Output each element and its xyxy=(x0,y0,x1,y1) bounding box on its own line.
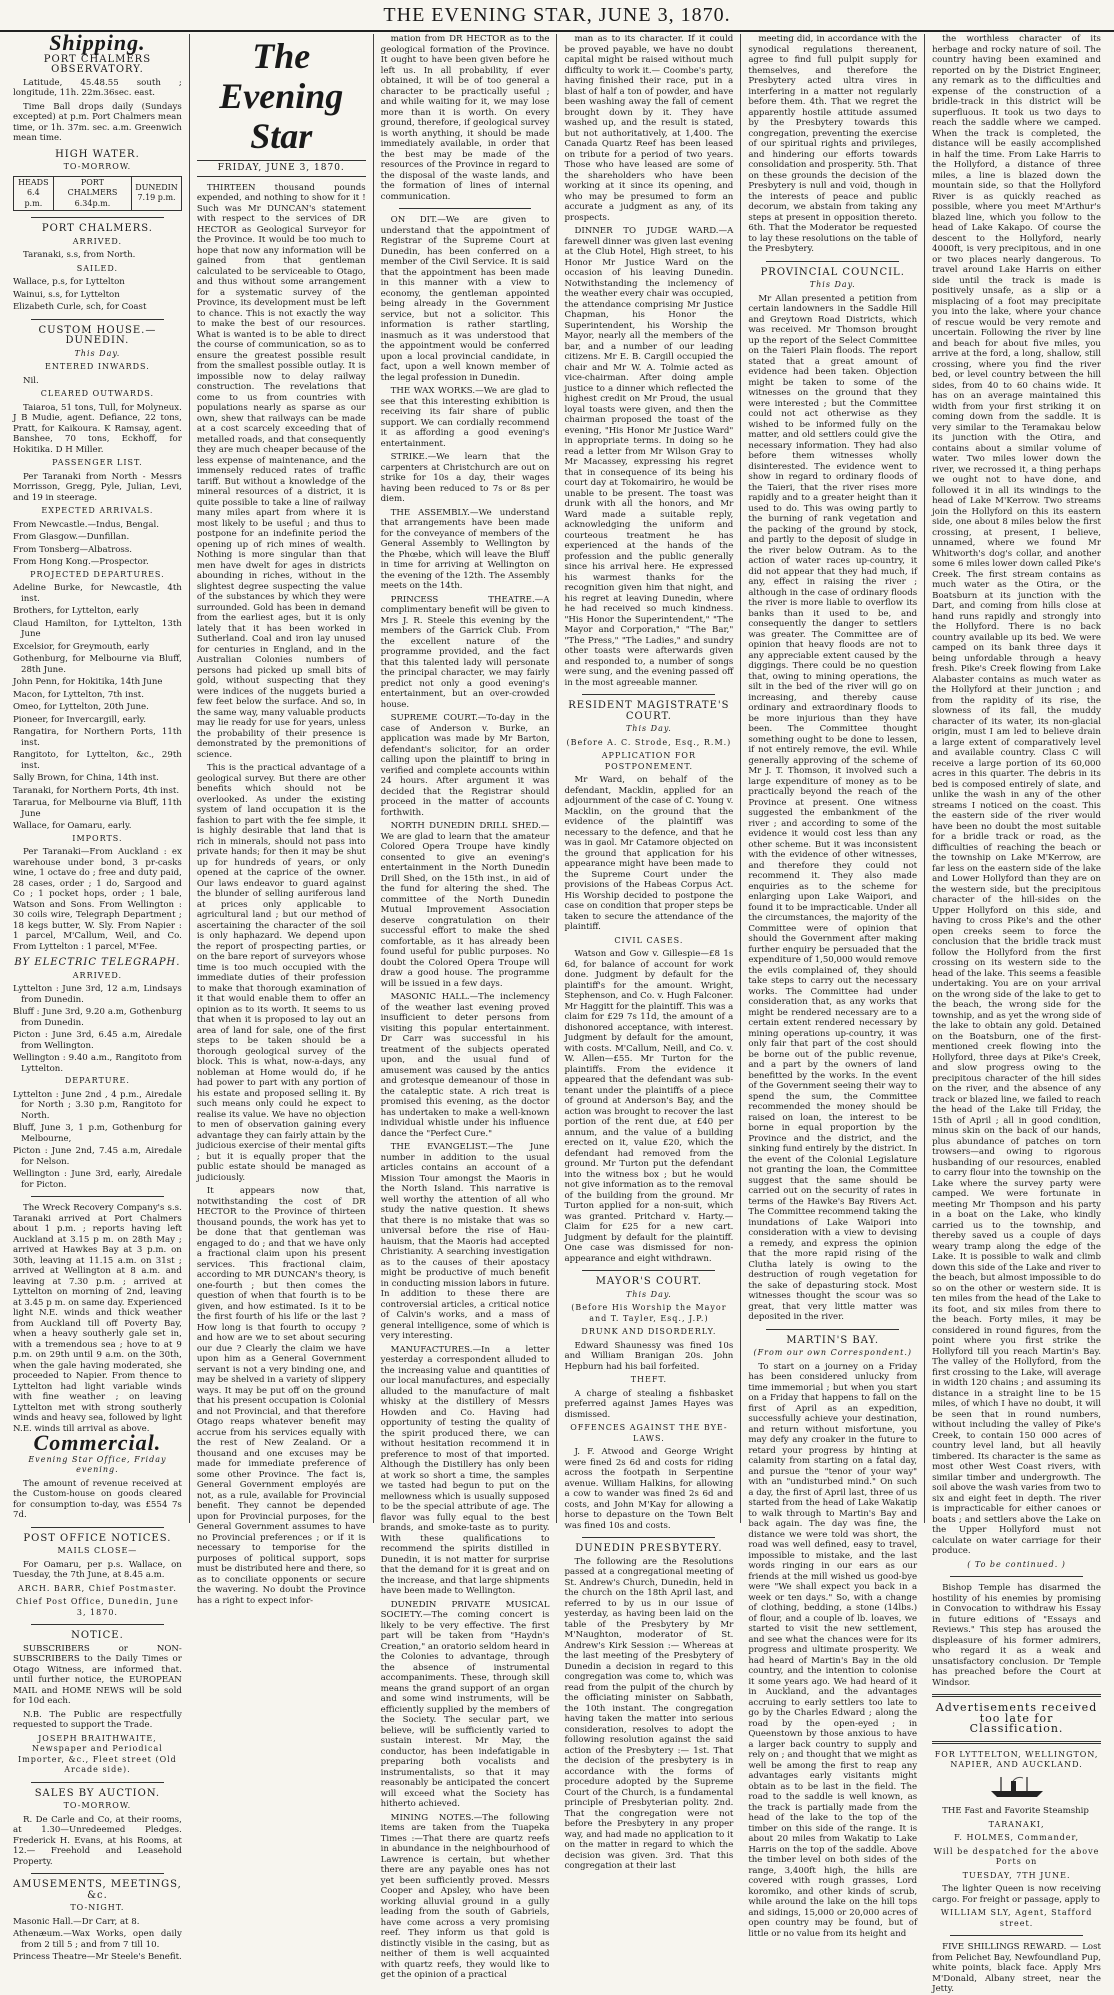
theft-label: THEFT. xyxy=(630,1375,668,1384)
council-text: Mr Allan presented a petition from certain landowners in the Saddle Hill and Greytown Road Districts, which was received. Mr Thomson brought up the report of the Select Committee on the Taieri Plain floods. The report stated that a great amount of evidence had been taken. Objection might be taken to some of the witnesses on the ground that they were interested ; but the Committee could not act otherwise as they wished to be informed fully on the matter, and old settlers could give the necessary information. They had also before them witnesses wholly disinterested. The evidence went to show in regard to ordinary floods of the Taieri, that the river rises more rapidly and to a greater height than it used to do. This was owing partly to the burning of rank vegetation and the packing of the ground by stock, and partly to the deposit of sludge in the river below Outram. As to the action of water races up-country, it did not appear that they had much, if any, effect in raising the river ; although in the case of ordinary floods the river is more liable to overflow its banks than it used to be, and consequently the danger to settlers was greater. The Committee are of opinion that heavy floods are not to any appreciable extent caused by the diggings. There could be no question that, owing to mining operations, the silt in the bed of the river will go on increasing, and thereby cause ordinary and extraordinary floods to be more injurious than they have been. The Committee thought something ought to be done to lessen, if not entirely remove, the evil. While generally approving of the scheme of Mr J. T. Thomson, it involved such a large expenditure of money as to be practically beyond the reach of the Province at present. One witness suggested the embankment of the river ; and according to some of the evidence it would cost less than any other scheme. But it was inconsistent with the evidence of other witnesses, and therefore they could not recommend it. They also made enquiries as to the scheme for enlarging upon Lake Waipori, and found it to be impracticable. Under all the circumstances, the majority of the Committee were of opinion that should the Government after making further enquiry be persuaded that the expenditure of 1,50,000 would remove the evils complained of, they should take steps to carry out the necessary works. The Committee had under consideration that, as any works that might be rendered necessary are to a certain extent rendered necessary by mining operations up-country, it was only fair that part of the cost should be borne out of the public revenue, and a part by the owners of land benefitted by the works. In the event of the Government seeing their way to spend the sum, the Committee recommended the money should be raised on loan, the interest to be borne in equal proportion by the Province and the district, and the sinking fund entirely by the district. In the event of the Colonial Legislature not granting the loan, the Committee suggest that the same should be carried out on the security of rates in terms of the Hawke's Bay Rivers Act. The Committee recommend taking the inundations of Lake Waipori into consideration with a view to devising a remedy, and express the opinion that the more rapid rising of the Clutha lately is owing to the destruction of rough vegetation for the sake of depasturing stock. Most witnesses thought the scour was so great, that very little matter was deposited in the river. xyxy=(748,293,918,1322)
observatory-title: PORT CHALMERS OBSERVATORY. xyxy=(43,53,152,75)
column-6 xyxy=(925,34,1108,1994)
news-item-waxworks: THE WAX WORKS.—We are glad to see that this interesting exhibition is receiving its fair share of public support. We can cordially recommend it as affording a good evening's entertainment. xyxy=(380,386,550,449)
news-item-manufactures: MANUFACTURES.—In a letter yesterday a correspondent alluded to the increasing value and quantities of our local manufactures, and especially alluded to the manufacture of malt whisky at the distillery of Messrs Howden and Co. Having had opportunity of testing the quality of the spirit produced there, we can without hesitation recommend it in preference to most of that imported. Although the Distillery has only been at work so short a time, the samples we tasted had begun to put on the mellowness which is usually supposed to be the special attribute of age. The flavor was fully equal to the best brands, and smoke-taste as to purity. With these qualifications to recommend the spirits distilled in Dunedin, it is not matter for surprise that the demand for it is great and on the increase, and that large shipments have been made to Wellington. xyxy=(380,1344,550,1596)
notice-sign: JOSEPH BRAITHWAITE, Newspaper and Periodical Importer, &c., Fleet street (Old Arcade side). xyxy=(18,1733,177,1774)
projected-line: Macon, for Lyttelton, 7th inst. xyxy=(13,689,144,700)
imports-label: IMPORTS. xyxy=(72,833,123,843)
temple-text: Bishop Temple has disarmed the hostility of his enemies by promising in Convocation to withdraw his Essay in future editions of "Essays and Reviews." This step has aroused the displeasure of his former admirers, who regard it as a weak and unsatisfactory conclusion. Dr Temple has preached before the Court at Windsor. xyxy=(932,1583,1101,1688)
telegraph-arrived-label: ARRIVED. xyxy=(72,970,123,980)
projected-line: Rangatira, for Northern Ports, 11th inst. xyxy=(13,727,182,748)
drunk-label: DRUNK AND DISORDERLY. xyxy=(581,1327,717,1336)
amusements-line: Princess Theatre—Mr Steele's Benefit. xyxy=(13,1952,182,1962)
ads-heading: Advertisements received too late for Classification. xyxy=(935,1701,1098,1735)
ship-date: TUESDAY, 7TH JUNE. xyxy=(962,1870,1071,1880)
sailed-label: SAILED. xyxy=(76,263,119,273)
projected-label: PROJECTED DEPARTURES. xyxy=(30,569,165,579)
post-title: POST OFFICE NOTICES. xyxy=(23,1532,172,1544)
divider xyxy=(31,217,164,218)
notice-text: SUBSCRIBERS or NON-SUBSCRIBERS to the Daily Times or Otago Witness, are informed that. until further notice, the EUROPEAN MAIL and HOME NEWS will be sold for 10d each. xyxy=(13,1643,182,1706)
telegraph-arrived-line: Wellington : 9.40 a.m., Rangitoto from Lyttelton. xyxy=(13,1053,182,1074)
martins-cont: the worthless character of its herbage and rocky nature of soil. The country having been examined and reported on by the District Engineer, any remark as to the difficulties and expense of the construction of a bridle-track in this district will be superfluous. It took us two days to reach the saddle where we camped. When the track is completed, the distance will be easily accomplished in half the time. From Lake Harris to the Hollyford, a distance of three miles, a line is blazed down the mountain side, so that the Hollyford River is as quickly reached as possible, where you meet M'Arthur's blazed line, which you follow to the head of Lake Kakapo. Of course the descent to the Hollyford, nearly 4000ft, is very precipitous, and in one or two places nearly dangerous. To travel around Lake Harris on either side until the track is made is positively unsafe, as a slip or a misplacing of a foot may precipitate you into the lake, where your chance of rescue would be very remote and uncertain. Following the river by line and beach for about five miles, you arrive at the ford, a long, shallow, still crossing, where you find the river bed, or level country between the hill sides, from 40 to 60 chains wide. It has on an average maintained this width from your first striking it on coming down from the saddle. It is very similar to the Teramakau below its junction with the Otira, and contains about a similar volume of water. Two miles lower down the river, we recrossed it, a thing perhaps we ought not to have done, and followed it in all its windings to the head of Lake M'Kerrow. Two streams join the Hollyford on this its eastern side, one about 8 miles below the first crossing, at present, I believe, unnamed, where we found Mr Whitworth's dog's collar, and another some 6 miles lower down called Pike's Creek. The first stream contains as much water as the Otira, or the Boatsburn at its junction with the Dart, and coming from hills close at hand runs rapidly and strongly into the Hollyford. There is no back country available up its bed. We were camped on its bank three days it being unfordable through a heavy fresh. Pike's Creek flowing from Lake Alabaster contains as much water as the Hollyford at their junction ; and from the rapidity of its rise, the slowness of its fall, the muddy character of its water, its non-glacial origin, must I am led to believe drain a large extent of comparatively level and available country. Class C will receive a large portion of its 60,000 acres in this quarter. The debris in its bed is composed entirely of slate, and unlike the wash in any of the other streams I noticed on the coast. This the eastern side of the river would have been no doubt the most suitable for a bridle track or road, as the difficulties of reaching the beach or the township on Lake M'Kerrow, are far less on the eastern side of the lake and Lower Hollyford than they are on the western side, but the precipitous character of the hill-sides on the Upper Hollyford on this side, and having to cross Pike's and the other open creeks seem to force the conclusion that the bridle track must follow the Hollyford from the first crossing on its western side to the head of the lake. This seems a feasible undertaking. You are on your arrival on the wrong side of the lake to get to the beach, the wrong side for the township, and as yet the wrong side of the lake to obtain any gold. Detained on the Boatsburn, one of the first-mentioned creek flowing into the Hollyford, three days at Pike's Creek, and slow progress owing to the precipitous character of the hill sides on the river, and the absence of any track or blazed line, we failed to reach the head of the Lake till Friday, the 15th of April ; all in good condition, minus skin on the back of our hands, plus abundance of patches on torn trowsers—and owing to rigorous husbanding of our resources, enabled to carry flour into the township on the Lake where the survey party were camped. We were fortunate in meeting Mr Thompson and his party in a boat on the Lake, who kindly carried us to the township, and thereby saved us a couple of days weary tramp along the edge of the Lake. It is possible to walk and climb down this side of the Lake and river to the beach, but almost impossible to do so on the other or western side. It is ten miles from the head of the Lake to its foot, and six miles from there to the beach. Forty miles, it may be considered in round figures, from the point where you first strike the Hollyford till you reach Martin's Bay. The valley of the Hollyford, from the first crossing to the Lake, will average in width 120 chains ; and assuming its distance in a straight line to be 15 miles, of which I have no doubt, it will be seen that in round numbers, without including the valley of Pike's Creek, to contain 150 000 acres of country level land, but all heavily timbered. Its character is the same as most other West Coast rivers, with similar timber and undergrowth. The soil above the wash varies from two to six and eight feet in depth. The river is impracticable for either canoes or boats ; and settlers above the Lake on the Upper Hollyford must not calculate on water carriage for their produce. xyxy=(932,34,1101,1556)
post-sign: Chief Post Office, Dunedin, June 3, 1870. xyxy=(16,1597,179,1617)
wreck-text: The Wreck Recovery Company's s.s. Taranaki arrived at Port Chalmers about 1 p.m. ; reports having left Auckland at 3.15 p m. on 28th May ; arrived at Hawkes Bay at 3 p.m. on 30th, leaving at 11.15 a.m. on 31st ; arrived at Wellington at 8 a.m. and leaving at 7.30 p.m. ; arrived at Lyttelton on morning of 2nd, leaving at 3.45 p m. on same day. Experienced light N.E. winds and thick weather from Auckland till off Poverty Bay, when a heavy southerly gale set in, with a tremendous sea ; hove to at 9 p.m. on 29th until 9 a.m. on the 30th, when the gale having moderated, she proceeded to Napier. From thence to Lyttelton had light variable winds with fine weather ; on leaving Lyttelton met with strong southerly winds and heavy sea, followed by light N.E. winds till arrival as above. xyxy=(13,1203,182,1434)
divider xyxy=(31,1782,164,1783)
ship-commander: F. HOLMES, Commander, xyxy=(954,1833,1080,1842)
ship-name: TARANAKI, xyxy=(988,1819,1045,1829)
ship-ad-text: THE Fast and Favorite Steamship xyxy=(942,1806,1089,1816)
dunedin-cell: DUNEDIN 7.19 p.m. xyxy=(132,176,182,211)
notice-title: NOTICE. xyxy=(71,1630,124,1641)
news-item-strike: STRIKE.—We learn that the carpenters at Christchurch are out on strike for 10s a day, their wages having been reduced to 7s or 8s per diem. xyxy=(380,452,550,504)
divider xyxy=(766,261,899,262)
telegraph-arrived-line: Bluff : June 3rd, 9.20 a.m, Gothenburg from Dunedin. xyxy=(13,1007,182,1028)
presbytery-text: The following are the Resolutions passed at a congregational meeting of St. Andrew's Church, Dunedin, held in the church on the 18th April last, and referred to by us in our issue of yesterday, as having been laid on the table of the Presbytery by Mr M'Naughton, moderator of St. Andrew's Kirk Session :— Whereas at the last meeting of the Presbytery of Dunedin a decision in regard to this congregation was come to, which was read from the pulpit of the church by the officiating minister on Sabbath, the 10th instant. The congregation having taken the matter into serious consideration, resolves to adopt the following resolution against the said action of the Presbytery :— 1st. That the decision of the presbytery is in accordance with the forms of procedure adopted by the Supreme Court of the Church, is a fundamental principle of Presbyterian polity. 2nd. That the congregation were not before the Presbytery in any proper way, and had made no application to it on the matter in regard to which the decision was given. 3rd. That this congregation at their last xyxy=(564,1556,734,1871)
high-water-table xyxy=(13,176,182,212)
sales-text: R. De Carle and Co, at their rooms, at 1.30—Unredeemed Pledges. Frederick H. Evans, at his Rooms, at 12.— Freehold and Leasehold Property. xyxy=(13,1814,182,1867)
divider xyxy=(31,1527,164,1528)
martins-text: To start on a journey on a Friday has been considered unlucky from time immemorial ; but when you start on a Friday that happens to fall on the first of April as an expedition, successfully achieve your destination, and return without misfortune, you may defy any croaker in the future to retard your progress by hinting at calamity from starting on a fatal day, and pursue the "tenor of your way" with an "undisturbed mind." On such a day, the first of April last, three of us started from the head of Lake Wakatip to walk through to Martin's Bay and back again. The day was fine, the distance we were told was short, the road was well defined, easy to travel, impossible to mistake, and the last words ringing in our ears as our friends at the mill wished us good-bye were "We shall expect you back in a week or ten days." So, with a change of clothing, bedding, a stone (14lbs.) of flour, and a couple of lb. loaves, we started to visit the new settlement, and see what the chances were for its progress and ultimate prosperity. We had heard of Martin's Bay in the old country, and the intention to colonise it some years ago. We had heard of it in Auckland, and the advantages accruing to early settlers too late to go by the Charles Edward ; along the road by the open-eyed ; in Queenstown by those anxious to have a larger back country to supply and rely on ; and thought that we might as well be among the first to reap any advantages early visitants might obtain as to be last in the field. The road to the saddle is well known, as the track is partially made from the head of the lake to the top of the timber on this side of the range. It is about 20 miles from Wakatip to Lake Harris on the top of the saddle. Above the timber level on both sides of the range, 3,400ft high, the hills are covered with rough grasses, Lord koromiko, and other kinds of scrub, while around the lake on the hill tops and sidings, 15,000 or 20,000 acres of open country may be found, but of little or no value from its height and xyxy=(748,1361,918,1939)
presbytery-title: DUNEDIN PRESBYTERY. xyxy=(575,1543,723,1554)
ship-agent: WILLIAM SLY, Agent, Stafford street. xyxy=(940,1908,1093,1928)
reward-text: FIVE SHILLINGS REWARD. — Lost from Pelichet Bay, Newfoundland Pup, white points, black face. Apply Mrs M'Donald, Albany street, near the Jetty. xyxy=(932,1942,1101,1994)
projected-line: Pioneer, for Invercargill, early. xyxy=(13,714,146,725)
divider xyxy=(31,1196,164,1197)
projected-line: Wallace, for Oamaru, early. xyxy=(13,821,132,831)
date-line: FRIDAY, JUNE 3, 1870. xyxy=(197,160,366,177)
projected-line: Excelsior, for Greymouth, early xyxy=(13,641,150,652)
column-4 xyxy=(557,34,741,1871)
projected-line: Brothers, for Lyttelton, early xyxy=(13,606,139,616)
news-item-ondit: ON DIT.—We are given to understand that the appointment of Registrar of the Supreme Court at Dunedin, has been conferred on a member of the Civil Service. It is said that the appointment has been made in this manner with a view to economy, the gentleman appointed being already in the Government service, but not a solicitor. This information is rather startling, inasmuch as it was understood that the appointment would be conferred upon a local provincial candidate, in fact, upon a well known member of the legal profession in Dunedin. xyxy=(380,215,550,383)
cleared-label: CLEARED OUTWARDS. xyxy=(40,389,155,398)
telegraph-departure-line: Wellington : June 3rd, early, Airedale for Picton. xyxy=(13,1169,182,1190)
sales-sub: TO-MORROW. xyxy=(63,1801,132,1810)
editorial-para: THIRTEEN thousand pounds expended, and nothing to show for it ! Such was Mr DUNCAN's statement with respect to the services of DR HECTOR as Geological Surveyor for the Province. It would be too much to hope that now any information will be gained from that gentleman calculated to be serviceable to Otago, and thus without some arrangement for a systematic survey of the Province, its development must be left to chance. This is not exactly the way to make the best of our resources. What is wanted is to be able to direct the course of communication, so as to ensure the greatest possible result from the smallest possible outlay. It is impossible now to delay railway construction. The revelations that come to us from countries with populations nearly as sparse as our own, shew that railways can be made at a cost scarcely exceeding that of metalled roads, and that consequently they are much cheaper because of the less expense of maintenance, and the immensely reduced rates of traffic tariff. But without a knowledge of the mineral resources of a district, it is quite possible to take a line of railway many miles apart from where it is most likely to be useful ; and thus to postpone for an indefinite period the opening up of rich mines of wealth. Nothing is more singular than that men have dwelt for ages in districts abounding in riches, without in the slightest degree suspecting the value of the substances by which they were surrounded. Gold has been in demand from the earliest ages, but it is only lately that it has been worked in Sutherland. Coal and iron lay unused for centuries in England, and in the Australian Colonies numbers of persons had picked up small bits of gold, without suspecting that they were indices of the nuggets buried a few feet below the surface. And so, in the same way, many valuable products may lie ready for use for years, unless the probability of their presence is demonstrated by the premonitions of science. xyxy=(196,182,366,760)
sailed-line: Elizabeth Curle, sch, for Coast xyxy=(13,302,147,312)
ship-cargo: The lighter Queen is now receiving cargo. For freight or passage, apply to xyxy=(932,1884,1101,1905)
expected-line: From Hong Kong.—Prospector. xyxy=(13,557,149,567)
customs-title: CUSTOM HOUSE.—DUNEDIN. xyxy=(38,324,157,346)
divider xyxy=(399,208,532,209)
bylaws-text: J. F. Atwood and George Wright were fined 2s 6d and costs for riding across the footpath in Serpentine avenue. William Halkins, for allowing a cow to wander was fined 2s 6d and costs, and John M'Kay for allowing a horse to depasture on the Town Belt was fined 10s and costs. xyxy=(564,1447,734,1531)
telegraph-departure-line: Bluff, June 3, 1 p.m, Gothenburg for Melbourne, xyxy=(13,1123,182,1144)
divider xyxy=(950,1576,1083,1577)
mayor-day: This Day. xyxy=(625,1289,672,1299)
mining-cont: man as to its character. If it could be proved payable, we have no doubt capital might be raised without much difficulty to work it.— Coombe's party, having finished their race, put in a blast of half a ton of powder, and have been washing away the fall of cement brought down by it. They have washed up, and the result is stated, but not authoritatively, at 1,400. The Canada Quartz Reef has been leased on tribute for a period of two years. Those who have leased are some of the shareholders who have been working at it since its opening, and who may be presumed to form an accurate a judgment as any, of its prospects. xyxy=(564,34,734,223)
projected-line: Adeline Burke, for Newcastle, 4th inst. xyxy=(13,583,182,604)
post-sub: MAILS CLOSE— xyxy=(57,1546,138,1555)
telegraph-title: BY ELECTRIC TELEGRAPH. xyxy=(14,957,181,968)
shipping-heading: Shipping. xyxy=(49,30,146,55)
telegraph-departure-line: Picton : June 2nd, 7.45 a.m, Airedale for Nelson. xyxy=(13,1146,182,1167)
mayor-title: MAYOR'S COURT. xyxy=(595,1276,702,1287)
divider xyxy=(31,1873,164,1874)
cleared-text: Taiaroa, 51 tons, Tull, for Molyneux. J B Mudie, agent. Defiance, 22 tons, Pratt, for Kaikoura. K Ramsay, agent. Banshee, 70 tons, Eckhoff, for Hokitika. D H Miller. xyxy=(13,402,182,455)
port-cell: PORT CHALMERS 6.34p.m. xyxy=(53,176,132,211)
divider xyxy=(31,319,164,320)
projected-line: Taranaki, for Northern Ports, 4th inst. xyxy=(13,785,180,796)
telegraph-arrived-line: Lyttelton : June 3rd, 12 a.m, Lindsays from Dunedin. xyxy=(13,984,182,1005)
divider xyxy=(582,694,715,695)
amusements-sub: TO-NIGHT. xyxy=(70,1903,125,1912)
projected-line: Claud Hamilton, for Lyttelton, 13th June xyxy=(13,618,182,639)
expected-line: From Glasgow.—Dunfillan. xyxy=(13,532,130,542)
news-item-princess: PRINCESS THEATRE.—A complimentary benefit will be given to Mrs J. R. Steele this evening by the members of the Garrick Club. From the excellent nature of the programme provided, and the fact that this talented lady will personate the principal character, we may fairly predict not only a good evening's entertainment, but an over-crowded house. xyxy=(380,594,550,710)
projected-line: John Penn, for Hokitika, 14th June xyxy=(13,677,163,687)
civil-text: Watson and Gow v. Gillespie—£8 1s 6d, for balance of account for work done. Judgment by default for the plaintiff's for the amount. Wright, Stephenson, and Co. v. Hugh Falconer. Mr Haggitt for the plaintiff. This was a claim for £29 7s 11d, the amount of a dishonored acceptance, with interest. Judgment by default for the amount, with costs. M'Callum, Neill, and Co. v. W. Allen—£55. Mr Turton for the plaintiffs. From the evidence it appeared that the defendant was sub-tenant under the plaintiffs of a piece of ground at Anderson's Bay, and the action was brought to recover the last portion of the rent due, at £40 per annum, and the value of a building erected on it, value £20, which the defendant had removed from the ground. Mr Turton put the defendant into the witness box ; but he would not give information as to the removal of the building from the ground. Mr Turton applied for a non-suit, which was granted. Pritchard v. Harty.—Claim for £25 for a new cart. Judgment by default for the plaintiff. One case was dismissed for non-appearance and eight withdrawn. xyxy=(564,949,734,1264)
columns xyxy=(6,30,1108,1994)
commercial-office: Evening Star Office, Friday evening. xyxy=(28,1454,167,1474)
divider xyxy=(31,1624,164,1625)
projected-line: Gothenburg, for Melbourne via Bluff, 28th June. xyxy=(13,654,182,675)
port-chalmers-title: PORT CHALMERS. xyxy=(41,223,153,234)
entered-label: ENTERED INWARDS. xyxy=(45,362,150,371)
column-2 xyxy=(190,34,374,1606)
double-divider xyxy=(932,1694,1101,1697)
expected-line: From Newcastle.—Indus, Bengal. xyxy=(13,519,159,530)
news-item-supreme: SUPREME COURT.—To-day in the case of Anderson v. Burke, an application was made by Mr Barton, defendant's solicitor, for an order calling upon the plaintiff to bring in verified and complete accounts within 24 hours. After argument it was decided that the Registrar should proceed in the matter of accounts forthwith. xyxy=(380,713,550,818)
ship-dispatch: Will be despatched for the above Ports on xyxy=(933,1846,1100,1866)
editorial-para: This is the practical advantage of a geological survey. But there are other benefits which should not be overlooked. As under the existing system of land occupation it is the fashion to part with the fee simple, it is highly desirable that land that is rich in minerals, should not pass into private hands; for then it may be shut up for hundreds of years, or only opened at the caprice of the owner. Our laws endeavor to guard against the blunder of selling auriferous land at prices only applicable to agricultural land ; but our method of ascertaining the character of the soil is only haphazard. We depend upon the report of prospecting parties, or on the bare report of surveyors whose time is too much occupied with the immediate duties of their profession to make that thorough examination of it that would enable them to offer an opinion as to its worth. It seems to us that when it is proposed to lay out an area of land for sale, one of the first steps to be taken should be a thorough geological survey of the block. This is what, now-a-days, any nobleman at Home would do, if he had power to part with any portion of his estate and proposed selling it. By such means only could he expect to realise its value. We have no objection to men of observation gaining every advantage they can fairly attain by the judicious exercise of their mental gifts ; but it is equally proper that the public estate should be managed as judiciously. xyxy=(196,763,366,1183)
customs-day: This Day. xyxy=(74,348,121,358)
theft-text: A charge of stealing a fishbasket preferred against James Hayes was dismissed. xyxy=(564,1388,734,1420)
entered-text: Nil. xyxy=(23,375,39,386)
expected-label: EXPECTED ARRIVALS. xyxy=(41,506,154,515)
presbytery-cont: meeting did, in accordance with the synodical regulations thereanent, agree to find full pulpit supply for themselves, and therefore the Presbytery acted ultra vires in interfering in a matter not regularly before them. 4th. That we regret the apparently hostile attitude assumed by the Presbytery towards this congregation, preventing the exercise of our spiritual rights and privileges, and hindering our efforts towards consolidation and prosperity. 5th. That on these grounds the decision of the Presbytery is null and void, though in the interests of peace and public decorum, we abstain from taking any steps at present in opposition thereto. 6th. That the Moderator be requested to lay these resolutions on the table of the Presbytery. xyxy=(748,34,918,254)
paper-title: The Evening Star xyxy=(219,36,344,156)
civil-label: CIVIL CASES. xyxy=(614,935,684,945)
commercial-text: The amount of revenue received at the Custom-house on goods cleared for consumption to-day, was £554 7s 7d. xyxy=(13,1478,182,1520)
rmc-title: RESIDENT MAGISTRATE'S COURT. xyxy=(568,700,730,722)
arrived-text: Taranaki, s.s, from North. xyxy=(23,250,136,260)
rmc-app-label: APPLICATION FOR POSTPONEMENT. xyxy=(601,751,696,771)
sailed-line: Wallace, p.s, for Lyttelton xyxy=(13,277,125,287)
amusements-line: Masonic Hall.—Dr Carr, at 8. xyxy=(13,1916,140,1927)
column-5 xyxy=(741,34,925,1939)
council-title: PROVINCIAL COUNCIL. xyxy=(760,266,905,278)
column-3 xyxy=(374,34,558,1980)
double-divider xyxy=(932,1741,1101,1744)
telegraph-departure-label: DEPARTURE. xyxy=(64,1076,130,1085)
news-item-dinner: DINNER TO JUDGE WARD.—A farewell dinner was given last evening at the Club Hotel, High street, to his Honor Mr Justice Ward on the occasion of his leaving Dunedin. Notwithstanding the inclemency of the weather every chair was occupied, the attendance comprising Mr Justice Chapman, his Honor the Superintendent, his Worship the Mayor, nearly all the members of the bar, and a number of our leading citizens. Mr E. B. Cargill occupied the chair and Mr W. A. Tolmie acted as vice-chairman. After doing ample justice to a dinner which reflected the highest credit on Mr Proud, the usual loyal toasts were given, and then the chairman proposed the toast of the evening, "His Honor Mr Justice Ward" in appropriate terms. In doing so he read a letter from Mr Wilson Gray to Mr Macassey, expressing his regret that in consequence of its being his court day at Tokomairiro, he would be unable to be present. The toast was drunk with all the honors, and Mr Ward made a suitable reply, acknowledging the uniform and courteous treatment he has experienced at the hands of the profession and the public generally since his arrival here. He expressed his warmest thanks for the recognition given him that night, and his regret at leaving Dunedin, where he had received so much kindness. "His Honor the Superintendent," "The Mayor and Corporation," "The Bar," "The Press," "The Ladies," and sundry other toasts were afterwards given and responded to, a number of songs were sung, and the evening passed off in the most agreeable manner. xyxy=(564,226,734,688)
projected-line: Sally Brown, for China, 14th inst. xyxy=(13,773,159,783)
to-be-continued: ( To be continued. ) xyxy=(967,1559,1066,1569)
projected-line: Rangitoto, for Lyttelton, &c., 29th inst. xyxy=(13,750,182,771)
timeball-text: Time Ball drops daily (Sundays excepted) at p.m. Port Chalmers mean time, or 1h. 37m. sec. a.m. Greenwich mean time. xyxy=(13,101,182,143)
news-item-masonic: MASONIC HALL.—The inclemency of the weather last evening proved insufficient to deter persons from visiting this popular entertainment. Dr Carr was successful in his treatment of the subjects operated upon, and the usual fund of amusement was caused by the antics and grotesque demeanour of those in the cataleptic state. A rich treat is promised this evening, as the doctor has undertaken to make a well-known individual whistle under his influence dance the "Perfect Cure." xyxy=(380,992,550,1139)
amusements-title: AMUSEMENTS, MEETINGS, &c. xyxy=(13,1879,182,1901)
observatory-text: Latitude, 45.48.55 south ; longitude, 11h. 22m.36sec. east. xyxy=(13,77,182,98)
projected-line: Tararua, for Melbourne via Bluff, 11th June xyxy=(13,798,182,819)
divider xyxy=(582,1270,715,1271)
news-item-mining: MINING NOTES.—The following items are taken from the Tuapeka Times :—That there are quartz reefs in abundance in the neighbourhood of Lawrence is certain, but whether there are any payable ones has not yet been sufficiently proved. Messrs Cooper and Apsley, who have been working alluvial ground in a gully leading from the south of Gabriels, have come across a very promising reef. They inform us that gold is distinctly visible in the casing, but as neither of them is well acquainted with quartz reefs, they would like to get the opinion of a practical xyxy=(380,1812,550,1980)
news-item-assembly: THE ASSEMBLY.—We understand that arrangements have been made for the conveyance of members of the General Assembly to Wellington by the Phœbe, which will leave the Bluff in time for arriving at Wellington on the evening of the 12th. The Assembly meets on the 14th. xyxy=(380,507,550,591)
rmc-app: Mr Ward, on behalf of the defendant, Macklin, applied for an adjournment of the case of C. Young v. Macklin, on the ground that the evidence of the plaintiff was necessary to the defence, and that he was in gaol. Mr Catamore objected on the ground that application for his appearance might have been made to the Supreme Court under the provisions of the Habeas Corpus Act. His Worship decided to postpone the case on condition that proper steps be taken to secure the attendance of the plaintiff. xyxy=(564,775,734,932)
page-header: THE EVENING STAR, JUNE 3, 1870. xyxy=(0,0,1114,32)
divider xyxy=(582,1537,715,1538)
telegraph-arrived-line: Picton : June 3rd, 6.45 a.m, Airedale from Wellington. xyxy=(13,1030,182,1051)
telegraph-departure-line: Lyttelton : June 2nd , 4 p.m., Airedale for North ; 3.30 p.m, Rangitoto for North. xyxy=(13,1089,182,1121)
mayor-before: (Before His Worship the Mayor and T. Tayler, Esq., J.P.) xyxy=(571,1303,727,1323)
passenger-text: Per Taranaki from North - Messrs Morrisson, Gregg, Pyle, Julian, Levi, and 19 in steerage. xyxy=(13,471,182,503)
expected-line: From Tonsberg—Albatross. xyxy=(13,544,132,555)
news-item-drillshed: NORTH DUNEDIN DRILL SHED.—We are glad to learn that the amateur Colored Opera Troupe have kindly consented to give an evening's entertainment in the North Dunedin Drill Shed, on the 15th inst., in aid of the fund for altering the shed. The committee of the North Dunedin Mutual Improvement Association deserve congratulation on their successful effort to make the shed comfortable, as it has already been found useful for public purposes. No doubt the Colored Opera Troupe will draw a good house. The programme will be issued in a few days. xyxy=(380,821,550,989)
projected-line: Omeo, for Lyttelton, 20th June. xyxy=(13,702,149,712)
martins-sub: (From our own Correspondent.) xyxy=(753,1348,912,1357)
bylaws-label: OFFENCES AGAINST THE BYE-LAWS. xyxy=(570,1423,728,1443)
rmc-day: This Day. xyxy=(625,724,672,733)
post-sign: ARCH. BARR, Chief Postmaster. xyxy=(17,1583,177,1593)
sales-title: SALES BY AUCTION. xyxy=(34,1787,161,1799)
arrived-label: ARRIVED. xyxy=(72,236,123,246)
amusements-line: Athenæum.—Wax Works, open daily from 2 till 5 ; and from 7 till 10. xyxy=(13,1929,182,1950)
high-water-sub: TO-MORROW. xyxy=(63,162,132,171)
commercial-heading: Commercial. xyxy=(33,1430,162,1455)
divider xyxy=(766,1329,899,1330)
passenger-label: PASSENGER LIST. xyxy=(52,458,143,467)
post-text: For Oamaru, per p.s. Wallace, on Tuesday, the 7th June, at 8.45 a.m. xyxy=(13,1559,182,1580)
ship-ad-title: FOR LYTTELTON, WELLINGTON, NAPIER, AND AUCKLAND. xyxy=(934,1749,1099,1769)
news-item-evangelist: THE EVANGELIST.—The June number in addition to the usual articles contains an account of a Mission Tour amongst the Maoris in the North Island. This narrative is well worthy the attention of all who study the native question. It shews that there is no mistake that was so universal before the rise of Hau-hauism, that the Maoris had accepted Christianity. A searching investigation as to the causes of their apostacy might be productive of much benefit in conducting mission labors in future. In addition to these there are controversial articles, a critical notice of Calvin's works, and a mass of general intelligence, some of which is very interesting. xyxy=(380,1142,550,1341)
editorial-cont: mation from DR HECTOR as to the geological formation of the Province. It ought to have been given before he left us. In all probability, if ever obtained, it will be of too general a character to be practically useful ; and while waiting for it, we may lose more than it is worth. On every ground, therefore, if geological survey is worth anything, it should be made immediately available, in order that the best may be made of the resources of the Province in regard to the disposal of the waste lands, and the formation of lines of internal communication. xyxy=(380,34,550,202)
column-1 xyxy=(6,30,190,1962)
editorial-para: It appears now that, notwithstanding the cost of DR HECTOR to the Province of thirteen thousand pounds, the work has yet to be done that that gentleman was engaged to do ; and that we have only a fractional claim upon his present services. This fractional claim, according to MR DUNCAN's theory, is one-fourth ; but then comes the question of when that fourth is to be given, and how estimated. Is it to be the first fourth of his life or the last ? How long is that fourth to occupy ? and how are we to set about securing our due ? Clearly the claim we have upon him as a General Government servant is not a very binding one, and may be shelved in a variety of slippery ways. It may be put off on the ground that his present occupation is Colonial and not Provincial, and that therefore Otago reaps whatever benefit may accrue from his services equally with the rest of New Zealand. Or a thousand and one excuses may be made for immediate preference of some other Province. The fact is, General Government employés are not, as a rule, available for Provincial benefit. They cannot be depended upon for Provincial purposes, for the General Government assumes to have no Provincial preferences ; or if it is necessary to temporise for the purposes of political support, sops must be distributed here and there, so as to conciliate opponents or secure the wavering. No doubt the Province has a right to expect infor- xyxy=(196,1186,366,1606)
drunk-text: Edward Shaunessy was fined 10s and William Branigan 20s. John Hepburn had his bail forfeited. xyxy=(564,1340,734,1372)
high-water-title: HIGH WATER. xyxy=(55,148,140,160)
council-day: This Day. xyxy=(809,280,856,289)
steamship-icon xyxy=(932,1775,1101,1803)
martins-title: MARTIN'S BAY. xyxy=(786,1334,880,1346)
news-item-musical: DUNEDIN PRIVATE MUSICAL SOCIETY.—The coming concert is likely to be very effective. The first part will be taken from "Haydn's Creation," an oratorio seldom heard in the Colonies to advantage, through the absence of instrumental accompaniments. These, through skill means the grand support of an organ and some wind instruments, will be efficiently supplied by the members of the Society. The secular part, we believe, will be sufficiently varied to sustain interest. Mr May, the conductor, has been indefatigable in preparing both vocalists and instrumentalists, so that it may reasonably be anticipated the concert will exceed what the Society has hitherto achieved. xyxy=(380,1599,550,1809)
divider xyxy=(950,1935,1083,1936)
heads-cell: HEADS 6.4 p.m. xyxy=(14,176,54,211)
notice-nb: N.B. The Public are respectfully requested to support the Trade. xyxy=(13,1709,182,1730)
rmc-before: (Before A. C. Strode, Esq., R.M.) xyxy=(566,737,732,747)
sailed-line: Wainui, s.s, for Lyttelton xyxy=(13,289,120,300)
imports-text: Per Taranaki—From Auckland : ex warehouse under bond, 3 pr-casks wine, 1 octave do ; free and duty paid, 28 cases, order ; 1 do, Sargood and Co ; 1 pocket hops, order ; 1 bale, Watson and Sons. From Wellington : 30 coils wire, Telegraph Department ; 18 kegs butter, W. Sly. From Napier : 1 parcel, M'Callum, Weil, and Co. From Lyttelton : 1 parcel, M'Fee. xyxy=(13,847,182,952)
